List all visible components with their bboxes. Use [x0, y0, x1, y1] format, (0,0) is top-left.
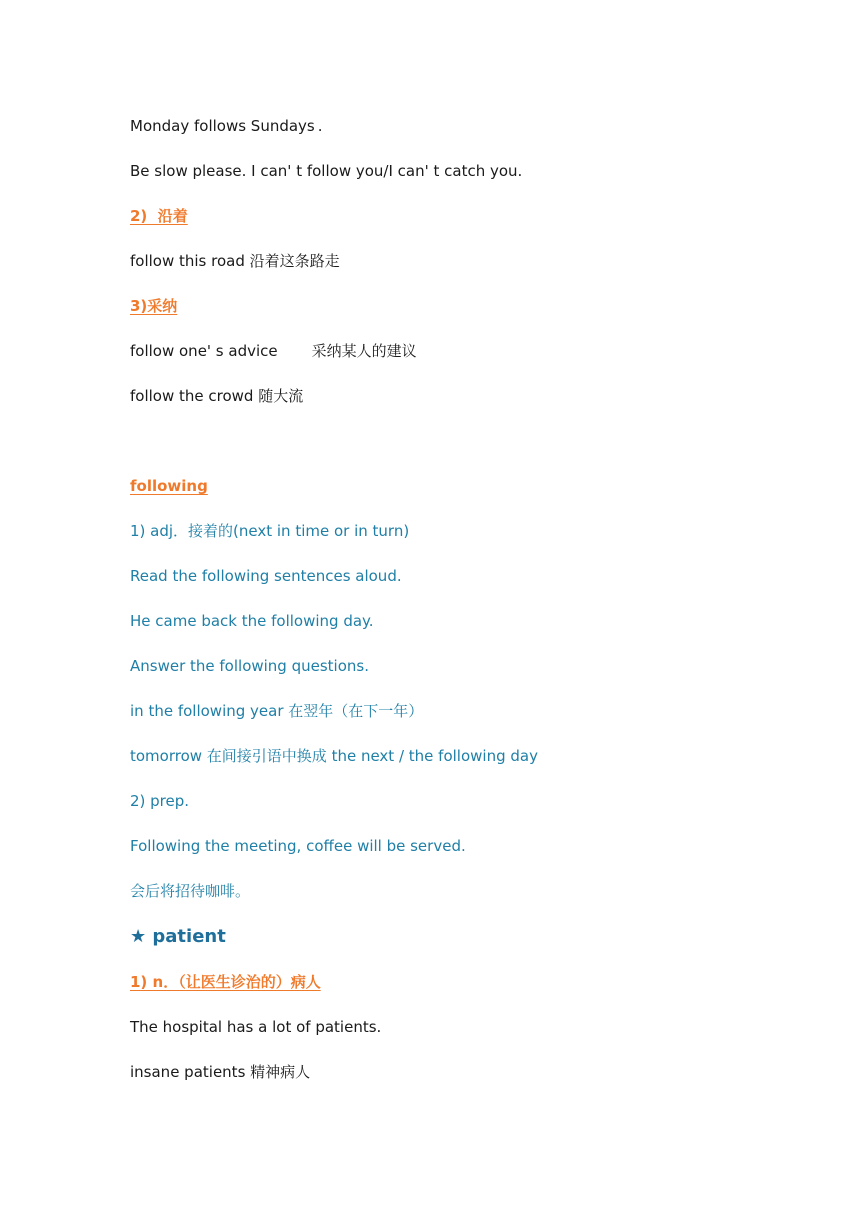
example-phrase: in the following year 在翌年（在下一年）: [130, 702, 424, 720]
sense-heading: 2) prep.: [130, 792, 190, 810]
sense-heading: 1) n．（让医生诊治的）病人: [130, 973, 321, 991]
phrase-chinese: 采纳某人的建议: [311, 342, 417, 360]
example-sentence: He came back the following day.: [130, 612, 374, 630]
entry-heading-patient: ★ patient: [130, 926, 226, 947]
example-phrase: [130, 341, 417, 361]
example-sentence: Read the following sentences aloud.: [130, 567, 402, 585]
sense-heading: 1) adj．接着的(next in time or in turn): [130, 522, 410, 540]
sense-heading: 3)采纳: [130, 297, 178, 315]
example-translation: 会后将招待咖啡。: [130, 882, 251, 900]
example-sentence: Monday follows Sundays .: [130, 117, 323, 135]
example-sentence: Be slow please. I can' t follow you/I can' t catch you.: [130, 162, 523, 180]
example-sentence: Answer the following questions.: [130, 657, 369, 675]
entry-heading-following: [130, 476, 226, 496]
example-phrase: follow this road 沿着这条路走: [130, 252, 340, 270]
example-sentence: Following the meeting, coffee will be served.: [130, 837, 466, 855]
usage-note: tomorrow 在间接引语中换成 the next / the following day: [130, 747, 538, 765]
example-phrase: insane patients 精神病人: [130, 1063, 311, 1081]
example-phrase: follow the crowd 随大流: [130, 387, 304, 405]
example-sentence: The hospital has a lot of patients.: [130, 1018, 382, 1036]
entry-word: following: [130, 477, 208, 495]
sense-heading: 2) 沿着: [130, 207, 188, 225]
phrase-english: follow one' s advice: [130, 342, 278, 360]
